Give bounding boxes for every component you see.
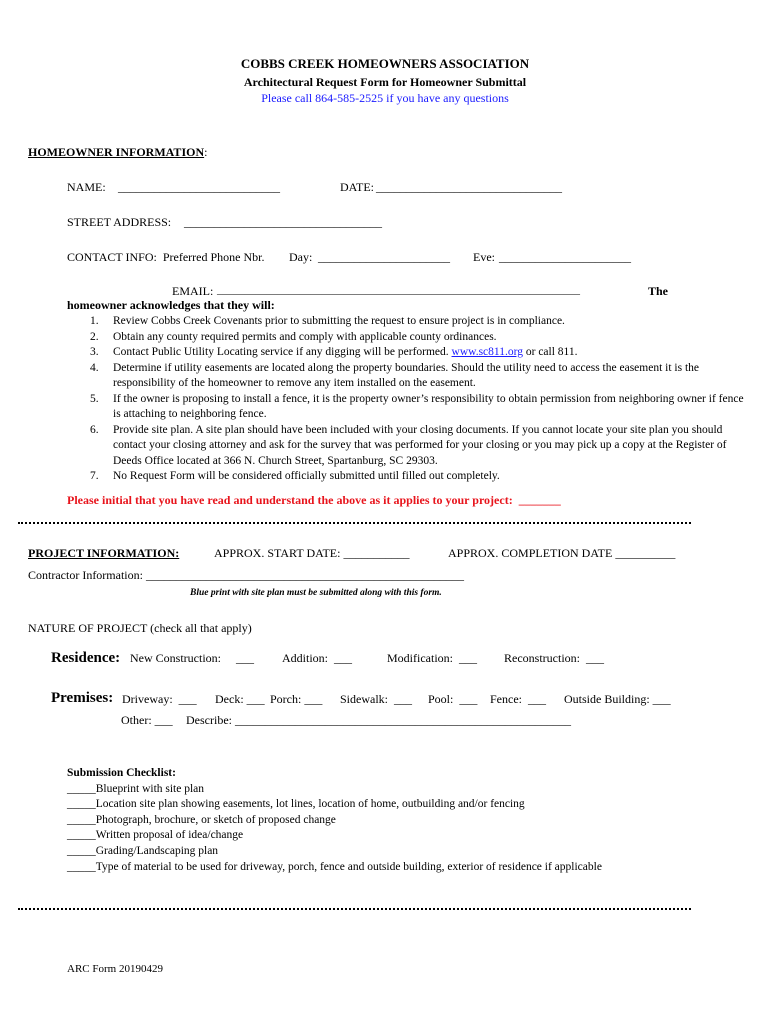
list-item: 1. Review Cobbs Creek Covenants prior to submitting the request to ensure project is in compliance.: [90, 315, 565, 327]
checklist-item[interactable]: _____Location site plan showing easements, lot lines, location of home, outbuilding and/or fencing: [67, 798, 525, 811]
other-checkbox[interactable]: Other: ___: [121, 713, 173, 727]
ack-intro-the: The: [648, 284, 669, 298]
sidewalk-checkbox[interactable]: Sidewalk: ___: [340, 692, 412, 706]
reconstruction-checkbox[interactable]: Reconstruction: ___: [504, 651, 604, 665]
form-title: COBBS CREEK HOMEOWNERS ASSOCIATION: [240, 56, 530, 71]
project-section-title: PROJECT INFORMATION:: [28, 546, 180, 560]
homeowner-section-colon: :: [204, 145, 208, 159]
checklist-item[interactable]: _____Written proposal of idea/change: [67, 829, 244, 842]
date-label: DATE:: [340, 180, 374, 194]
date-field[interactable]: _______________________________: [376, 180, 562, 194]
initial-notice[interactable]: Please initial that you have read and understand the above as it applies to your project: _______: [67, 493, 561, 507]
eve-phone-label: Eve:: [473, 250, 495, 264]
checklist-item[interactable]: _____Photograph, brochure, or sketch of proposed change: [67, 813, 336, 826]
nature-of-project-label: NATURE OF PROJECT (check all that apply): [28, 621, 252, 635]
driveway-checkbox[interactable]: Driveway: ___: [122, 692, 197, 706]
pool-checkbox[interactable]: Pool: ___: [428, 692, 478, 706]
addition-checkbox[interactable]: Addition: ___: [282, 651, 353, 665]
name-field[interactable]: ___________________________: [118, 180, 280, 194]
list-item: 7. No Request Form will be considered officially submitted until filled out completely.: [90, 470, 500, 482]
fence-checkbox[interactable]: Fence: ___: [490, 692, 546, 706]
list-item: 5. If the owner is proposing to install a fence, it is the property owner’s responsibility to obtain permission from neighboring owner if fence is attaching to neighboring fence.: [90, 392, 744, 420]
list-item: 4. Determine if utility easements are located along the property boundaries. Should the utility need to access the easement it is the responsibility of the homeowner to remove any item installed on the easement.: [90, 361, 700, 389]
email-label: EMAIL:: [172, 284, 214, 298]
sc811-link[interactable]: www.sc811.org: [451, 346, 523, 358]
email-field[interactable]: __________________________________________________________________: [217, 284, 580, 296]
checklist-item[interactable]: _____Type of material to be used for driveway, porch, fence and outside building, exterior of residence if applicable: [67, 860, 602, 873]
blueprint-note: Blue print with site plan must be submitted along with this form.: [190, 588, 442, 598]
start-date-field[interactable]: APPROX. START DATE: ___________: [214, 546, 410, 560]
list-item: 6. Provide site plan. A site plan should have been included with your closing documents. If you cannot locate your site plan you should contact your closing attorney and ask for the survey that was performed for your closing or you may pick up a copy at the Register of Deeds Office located at 366 N. Church Street, Spartanburg, SC 29303.: [90, 423, 727, 467]
premises-heading: Premises:: [51, 690, 114, 706]
day-phone-field[interactable]: ______________________: [318, 250, 450, 264]
contact-note: Please call 864-585-2525 if you have any questions: [261, 91, 509, 105]
dotted-divider: [18, 522, 691, 524]
outside-building-checkbox[interactable]: Outside Building: ___: [564, 692, 671, 706]
deck-checkbox[interactable]: Deck: ___: [215, 692, 265, 706]
day-phone-label: Day:: [289, 250, 313, 264]
list-item: 3. Contact Public Utility Locating service if any digging will be performed. www.sc811.org or call 811.: [90, 346, 578, 358]
describe-field[interactable]: Describe: ________________________________________________________: [186, 713, 571, 727]
contact-info-label: CONTACT INFO: Preferred Phone Nbr.: [67, 250, 265, 264]
completion-date-field[interactable]: APPROX. COMPLETION DATE __________: [448, 546, 676, 560]
ack-intro: homeowner acknowledges that they will:: [67, 298, 275, 312]
form-id: ARC Form 20190429: [67, 963, 163, 975]
eve-phone-field[interactable]: ______________________: [499, 250, 631, 264]
checklist-item[interactable]: _____Blueprint with site plan: [67, 782, 205, 795]
new-construction-checkbox[interactable]: New Construction: ___: [130, 651, 254, 665]
modification-checkbox[interactable]: Modification: ___: [387, 651, 477, 665]
list-item: 2. Obtain any county required permits and comply with applicable county ordinances.: [90, 330, 497, 343]
street-address-field[interactable]: _________________________________: [184, 215, 382, 229]
submission-checklist: [67, 766, 602, 875]
acknowledgement-list: [67, 314, 753, 485]
street-address-label: STREET ADDRESS:: [67, 215, 172, 229]
porch-checkbox[interactable]: Porch: ___: [270, 692, 323, 706]
residence-heading: Residence:: [51, 650, 121, 666]
contractor-field[interactable]: Contractor Information: _____________________________________________________: [28, 568, 464, 582]
form-subtitle: Architectural Request Form for Homeowner Submittal: [243, 75, 527, 89]
dotted-divider: [18, 908, 691, 910]
name-label: NAME:: [67, 180, 106, 194]
homeowner-section-heading: [28, 145, 207, 159]
checklist-title: Submission Checklist:: [67, 767, 176, 779]
homeowner-section-title: HOMEOWNER INFORMATION: [28, 145, 205, 159]
checklist-item[interactable]: _____Grading/Landscaping plan: [67, 844, 219, 857]
